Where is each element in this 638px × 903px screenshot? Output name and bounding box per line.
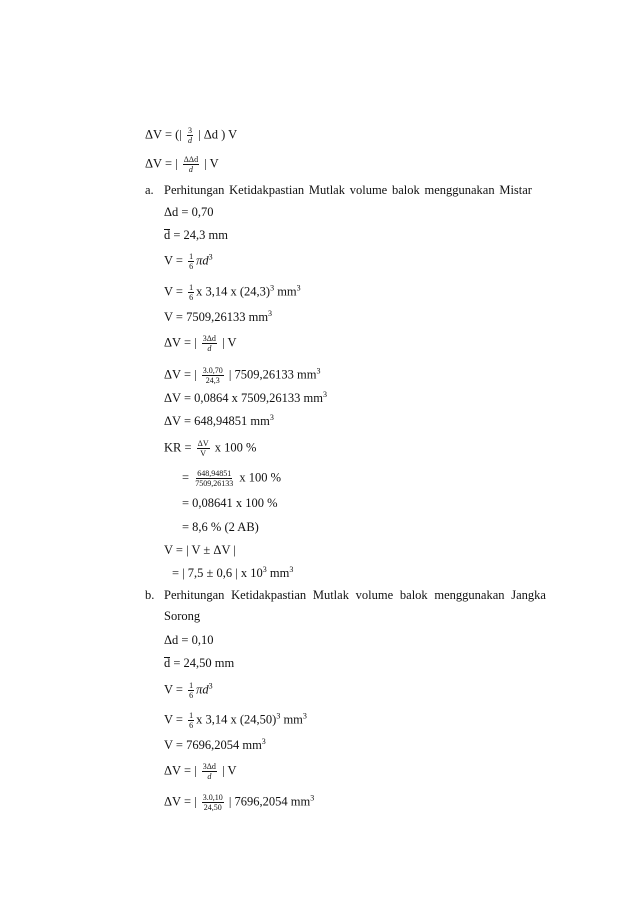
section-a-label: a. xyxy=(145,183,154,197)
relative-uncertainty-substitution: = $\frac{648,94851}{7509,26133}$ x 100 % xyxy=(182,469,281,488)
delta-v-value: ΔV = 648,94851 $mm^3$ xyxy=(164,413,274,428)
formula-text: ΔV = (| xyxy=(145,127,182,142)
delta-v-formula: ΔV = | $\frac{3\Delta d}{d}$ | V xyxy=(164,762,237,781)
section-a-heading: Perhitungan Ketidakpastian Mutlak volume balok menggunakan Mistar xyxy=(164,183,532,197)
volume-formula: V = $\frac{1}{6}$ $\pi d^3$ xyxy=(164,681,213,700)
volume-value: V = 7696,2054 $mm^3$ xyxy=(164,737,266,752)
fraction: $\frac{\text{ΔΔd}}{d}$ xyxy=(183,155,199,174)
fraction: $\frac{1}{6}$ xyxy=(189,283,194,302)
fraction: $\frac{648,94851}{7509,26133}$ xyxy=(195,469,234,488)
result-value: = | 7,5 ± 0,6 | x $10^3$ $mm^3$ xyxy=(172,565,294,580)
fraction: $\frac{1}{6}$ xyxy=(189,681,194,700)
fraction: $\frac{\Delta V}{V}$ xyxy=(197,439,209,458)
formula-text: | Δd ) V xyxy=(198,127,238,142)
relative-uncertainty-formula: KR = $\frac{\Delta V}{V}$ x 100 % xyxy=(164,439,257,458)
relative-uncertainty-step: = 0,08641 x 100 % xyxy=(182,496,278,510)
relative-uncertainty-result: = 8,6 % (2 AB) xyxy=(182,520,259,534)
delta-d-value: Δd = 0,70 xyxy=(164,205,214,219)
delta-v-formula: ΔV = | $\frac{3\Delta d}{d}$ | V xyxy=(164,334,237,353)
volume-formula: V = $\frac{1}{6}$ $\pi d^3$ xyxy=(164,252,213,271)
delta-v-formula-1 xyxy=(145,126,237,145)
volume-substitution: V = $\frac{1}{6}$ x 3,14 x $(24,50)^3$ $mm^3$ xyxy=(164,711,307,730)
fraction: $\frac{3}{d}$ xyxy=(187,126,192,145)
fraction: $\frac{3\Delta d}{d}$ xyxy=(202,334,216,353)
delta-v-substitution: ΔV = | $\frac{3.0,70}{24,3}$ | 7509,26133 $mm^3$ xyxy=(164,366,321,385)
fraction: $\frac{3.0,10}{24,50}$ xyxy=(202,793,223,812)
delta-v-formula-2 xyxy=(145,155,219,174)
volume-value: V = 7509,26133 $mm^3$ xyxy=(164,309,273,324)
formula-text: | V xyxy=(204,156,219,171)
result-formula: V = | V ± ΔV | xyxy=(164,543,236,557)
section-b-heading: Perhitungan Ketidakpastian Mutlak volume balok menggunakan Jangka xyxy=(164,588,546,602)
delta-v-substitution: ΔV = | $\frac{3.0,10}{24,50}$ | 7696,2054 $mm^3$ xyxy=(164,793,315,812)
formula-text: ΔV = | xyxy=(145,156,178,171)
section-b-label: b. xyxy=(145,588,155,602)
d-mean-value: d = 24,3 mm xyxy=(164,228,228,242)
fraction: $\frac{3.0,70}{24,3}$ xyxy=(202,366,223,385)
fraction: $\frac{1}{6}$ xyxy=(189,252,194,271)
fraction: $\frac{1}{6}$ xyxy=(189,711,194,730)
fraction: $\frac{3\Delta d}{d}$ xyxy=(202,762,216,781)
volume-substitution: V = $\frac{1}{6}$ x 3,14 x $(24,3)^3$ $mm^3$ xyxy=(164,283,301,302)
d-mean-value: d = 24,50 mm xyxy=(164,656,235,670)
delta-d-value: Δd = 0,10 xyxy=(164,633,214,647)
delta-v-multiplication: ΔV = 0,0864 x 7509,26133 $mm^3$ xyxy=(164,390,327,405)
section-b-heading-continued: Sorong xyxy=(164,609,201,623)
